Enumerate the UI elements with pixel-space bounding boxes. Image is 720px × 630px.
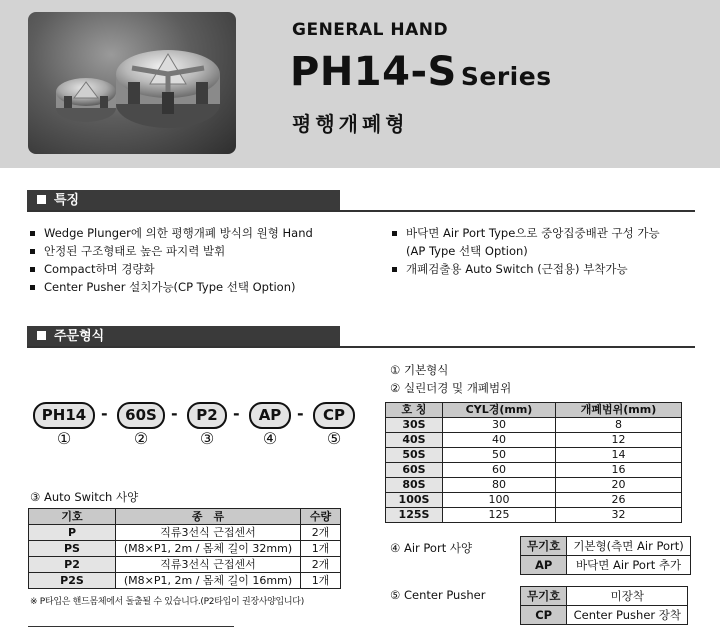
code-number: ③ [199,429,215,448]
cylinder-table [385,402,682,523]
feature-item: 안정된 구조형태로 높은 파지력 발휘 [30,242,313,260]
features-list-left [30,224,313,296]
feature-item: 개폐검출용 Auto Switch (근접용) 부착가능 [392,260,660,278]
table-row: 60S 60 16 [386,463,682,478]
feature-item: 바닥면 Air Port Type으로 중앙집중배관 구성 가능 [392,224,660,242]
column-header: 개폐범위(mm) [556,403,682,418]
feature-item: (AP Type 선택 Option) [406,244,528,258]
code-pill-model: PH14 [33,402,95,429]
product-photo [28,12,236,154]
table-header-row [386,403,682,418]
code-pill-switch: P2 [187,402,227,429]
column-header: 수량 [301,509,341,525]
table-row: AP 바닥면 Air Port 추가 [521,556,691,575]
bullet-icon [392,267,397,272]
gripper-illustration [28,12,236,154]
table-row: 30S 30 8 [386,418,682,433]
page-subtitle: 평행개폐형 [292,112,409,136]
code-number: ④ [262,429,278,448]
page-title [290,44,552,105]
feature-item: Compact하며 경량화 [30,260,313,278]
table-row: CP Center Pusher 장착 [521,606,688,625]
code-number: ② [133,429,149,448]
feature-item: Center Pusher 설치가능(CP Type 선택 Option) [30,278,313,296]
switch-note: ※ P타입은 핸드몸체에서 돌출될 수 있습니다.(P2타입이 권장사양입니다) [30,597,304,607]
square-icon [37,331,46,340]
bullet-icon [30,231,35,236]
bullet-icon [392,231,397,236]
order-divider [27,346,695,348]
table-header-row [29,509,341,525]
order-code-diagram [33,400,363,460]
table-row: 80S 80 20 [386,478,682,493]
switch-table [28,508,341,589]
column-header: CYL경(mm) [443,403,556,418]
table-row: 40S 40 12 [386,433,682,448]
table-row: P 직류3선식 근접센서 2개 [29,525,341,541]
features-divider [27,210,695,212]
cylinder-range-label: ② 실린더경 및 개폐범위 [390,381,512,395]
table-row: PS (M8×P1, 2m / 몸체 길이 32mm) 1개 [29,541,341,557]
footer-rule [28,626,234,627]
switch-spec-label: ③ Auto Switch 사양 [30,490,139,504]
table-row: 125S 125 32 [386,508,682,523]
feature-item: Wedge Plunger에 의한 평행개폐 방식의 원형 Hand [30,224,313,242]
bullet-icon [30,267,35,272]
code-pill-pusher: CP [313,402,355,429]
code-dash: - [101,404,108,423]
features-heading: 특징 [27,190,340,211]
column-header: 호 칭 [386,403,443,418]
code-number: ① [56,429,72,448]
model-name: PH14-S [290,49,457,95]
pusher-label: ⑤ Center Pusher [390,588,486,602]
code-pill-size: 60S [117,402,165,429]
airport-label: ④ Air Port 사양 [390,541,473,555]
bullet-icon [30,285,35,290]
code-number: ⑤ [326,429,342,448]
header-banner [0,0,720,168]
bullet-icon [30,249,35,254]
table-row: 무기호 미장착 [521,587,688,606]
order-heading: 주문형식 [27,326,340,347]
category-label: GENERAL HAND [292,20,449,40]
table-row: 100S 100 26 [386,493,682,508]
square-icon [37,195,46,204]
airport-table [520,536,691,575]
table-row: 무기호 기본형(측면 Air Port) [521,537,691,556]
column-header: 기호 [29,509,116,525]
code-dash: - [171,404,178,423]
table-row: P2S (M8×P1, 2m / 몸체 길이 16mm) 1개 [29,573,341,589]
code-dash: - [297,404,304,423]
pusher-table [520,586,688,625]
table-row: 50S 50 14 [386,448,682,463]
code-pill-airport: AP [249,402,291,429]
series-label: Series [460,62,552,91]
features-list-right [392,224,660,278]
table-row: P2 직류3선식 근접센서 2개 [29,557,341,573]
column-header: 종 류 [116,509,301,525]
code-dash: - [233,404,240,423]
basic-type-label: ① 기본형식 [390,363,449,377]
